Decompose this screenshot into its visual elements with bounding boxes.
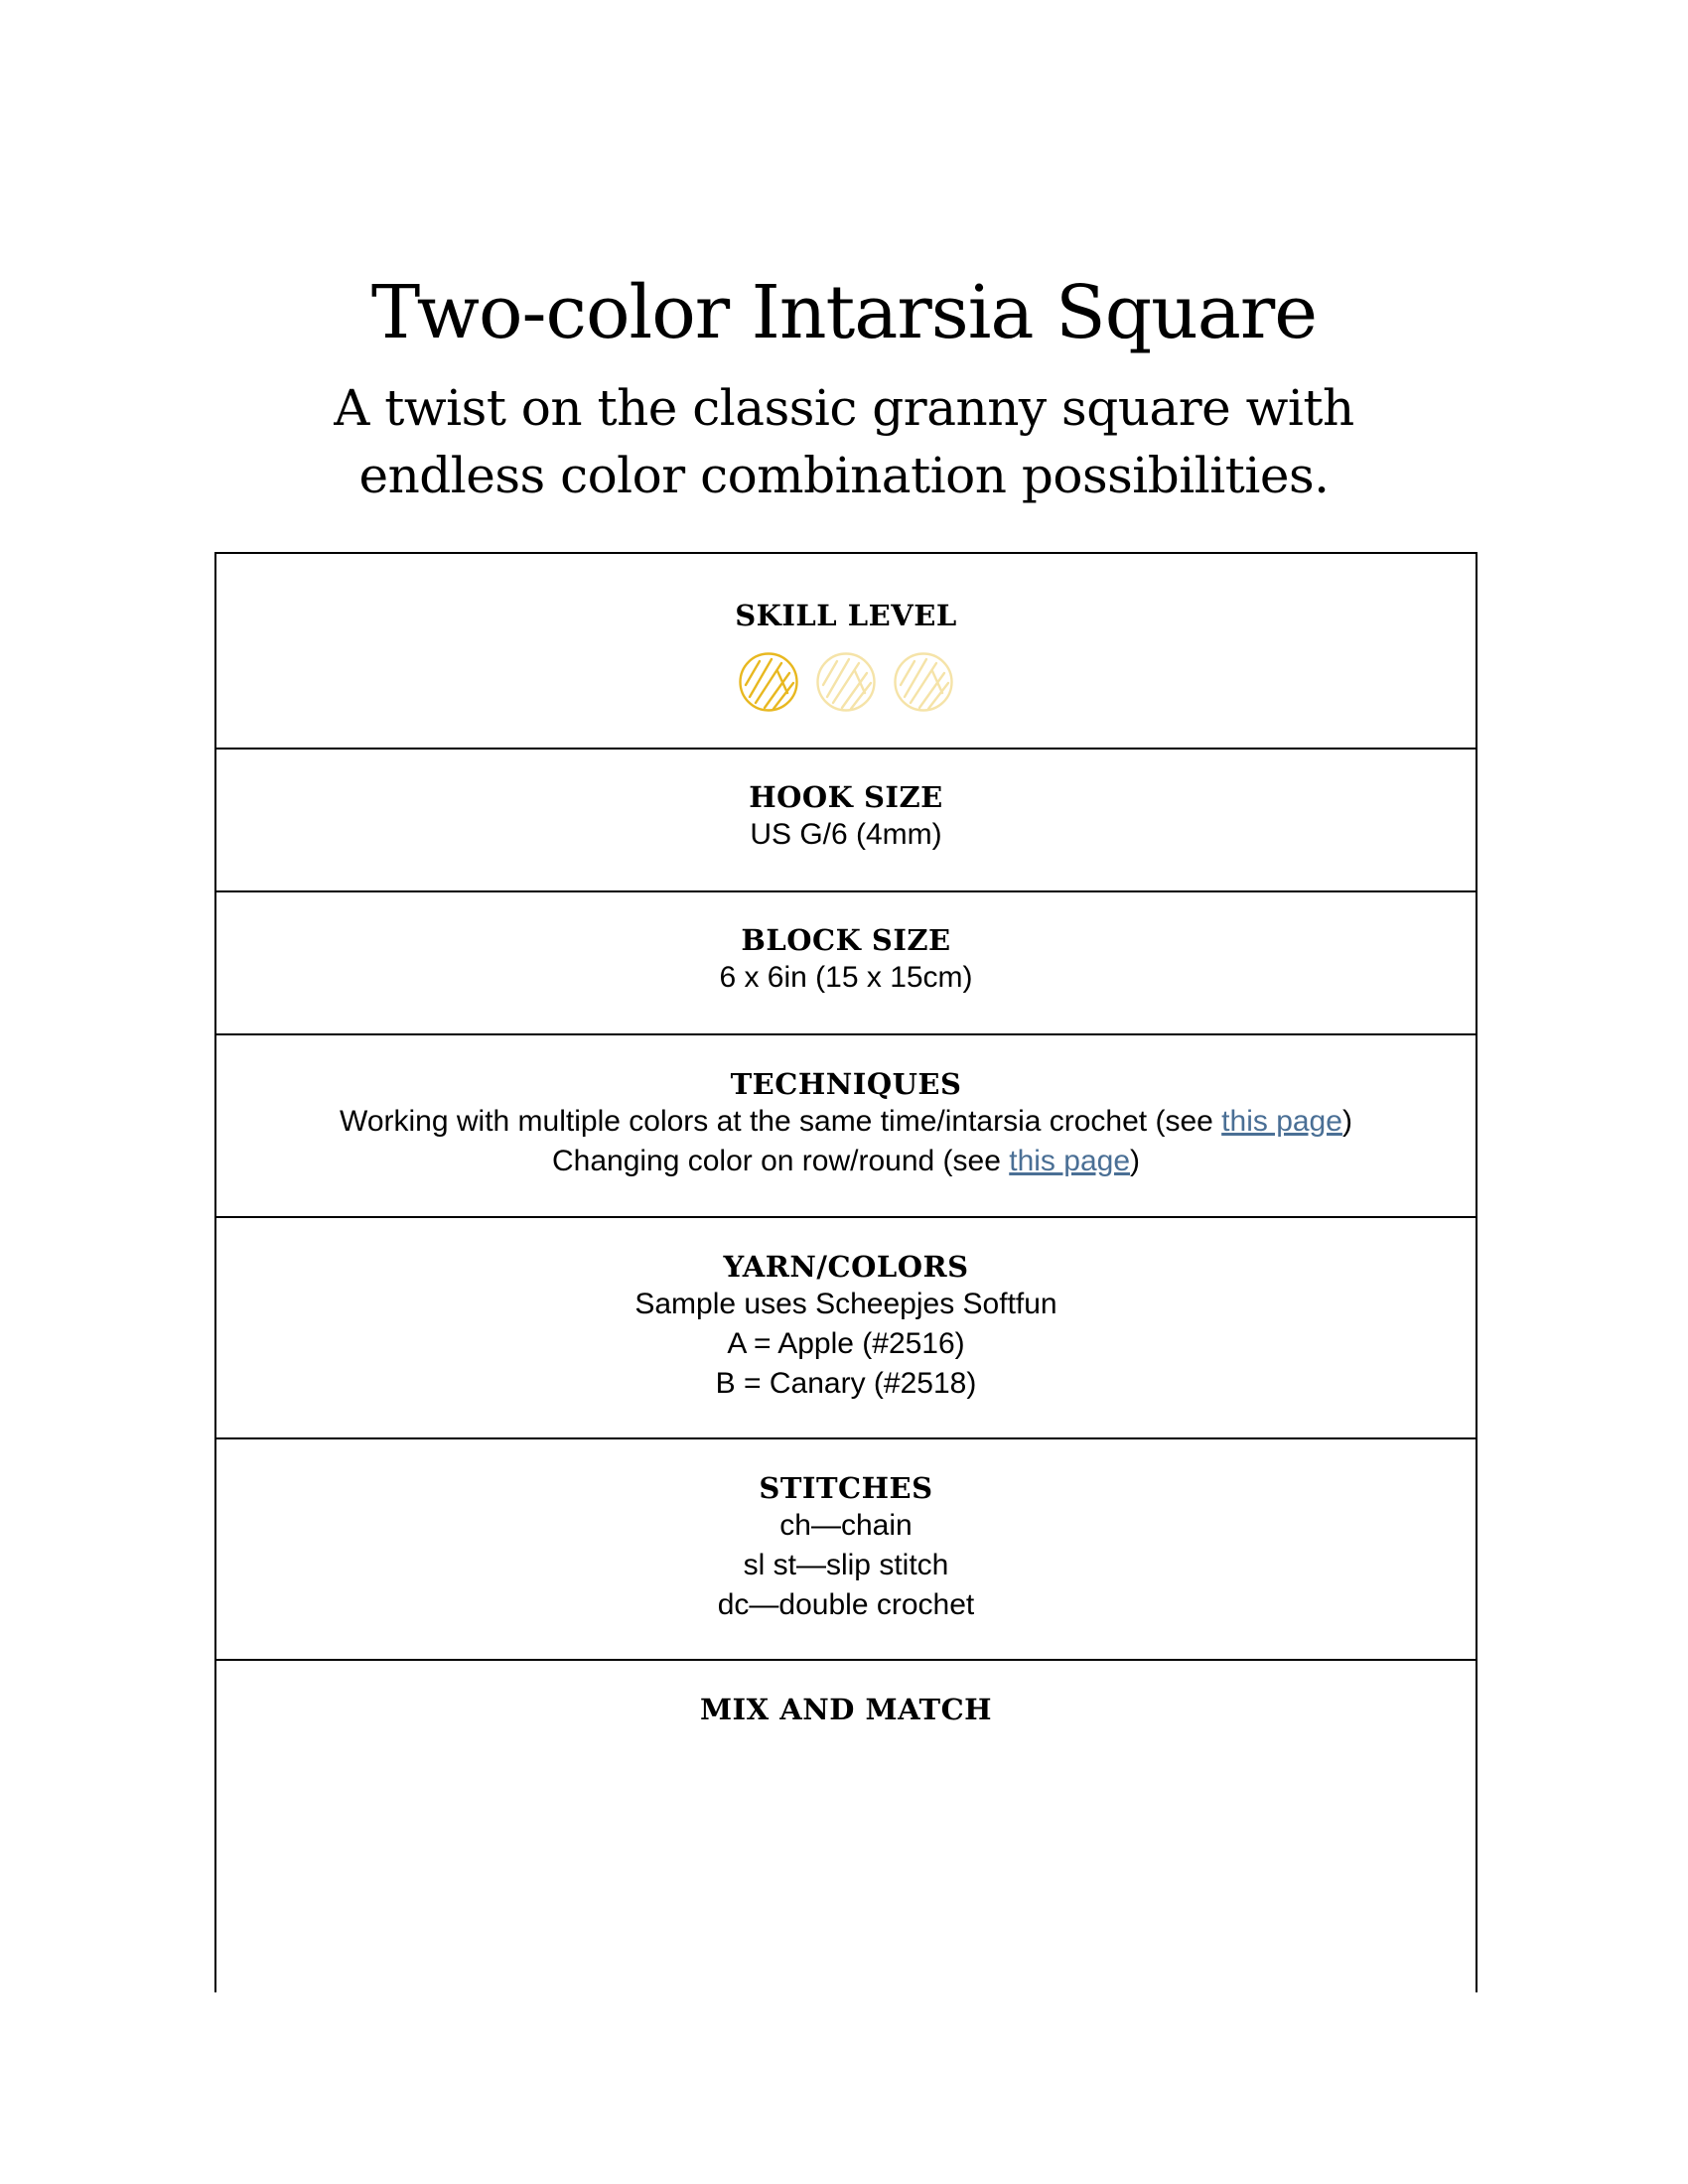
techniques-heading: TECHNIQUES bbox=[730, 1067, 962, 1101]
hook-size-value: US G/6 (4mm) bbox=[750, 818, 942, 851]
page-title: Two-color Intarsia Square bbox=[370, 270, 1318, 355]
technique-text: Working with multiple colors at the same time/intarsia crochet (see bbox=[340, 1105, 1222, 1138]
yarn-ball-icon bbox=[893, 651, 954, 713]
subtitle-line: endless color combination possibilities. bbox=[358, 447, 1330, 504]
block-size-row bbox=[216, 892, 1476, 1035]
yarn-colors-row bbox=[216, 1218, 1476, 1439]
skill-level-heading: SKILL LEVEL bbox=[735, 599, 957, 632]
yarn-colors-heading: YARN/COLORS bbox=[723, 1250, 969, 1284]
technique-link[interactable]: this page bbox=[1009, 1145, 1131, 1177]
block-size-value: 6 x 6in (15 x 15cm) bbox=[719, 961, 973, 994]
technique-text: ) bbox=[1341, 1105, 1352, 1138]
stitches-row bbox=[216, 1439, 1476, 1661]
yarn-line: Sample uses Scheepjes Softfun bbox=[634, 1288, 1057, 1320]
stitch-item: ch—chain bbox=[779, 1509, 913, 1542]
techniques-row bbox=[216, 1035, 1476, 1218]
mix-and-match-row bbox=[216, 1661, 1476, 1992]
skill-level-rating bbox=[216, 651, 1476, 713]
hook-size-row bbox=[216, 750, 1476, 892]
subtitle-line: A twist on the classic granny square with bbox=[334, 379, 1354, 437]
hook-size-heading: HOOK SIZE bbox=[749, 780, 943, 814]
technique-text: Changing color on row/round (see bbox=[551, 1145, 1010, 1177]
technique-link[interactable]: this page bbox=[1221, 1105, 1342, 1138]
stitch-item: dc—double crochet bbox=[717, 1588, 975, 1621]
yarn-ball-icon bbox=[815, 651, 877, 713]
block-size-heading: BLOCK SIZE bbox=[741, 923, 951, 957]
mix-and-match-heading: MIX AND MATCH bbox=[699, 1693, 993, 1726]
yarn-ball-icon bbox=[738, 651, 799, 713]
yarn-line: B = Canary (#2518) bbox=[715, 1367, 977, 1400]
yarn-line: A = Apple (#2516) bbox=[727, 1327, 965, 1360]
pattern-info-table bbox=[214, 552, 1477, 1992]
stitches-heading: STITCHES bbox=[759, 1471, 933, 1505]
technique-item bbox=[216, 1142, 1476, 1181]
technique-item bbox=[216, 1102, 1476, 1142]
stitch-item: sl st—slip stitch bbox=[743, 1549, 949, 1581]
technique-text: ) bbox=[1130, 1145, 1141, 1177]
page-subtitle bbox=[0, 374, 1688, 509]
skill-level-row bbox=[216, 554, 1476, 750]
